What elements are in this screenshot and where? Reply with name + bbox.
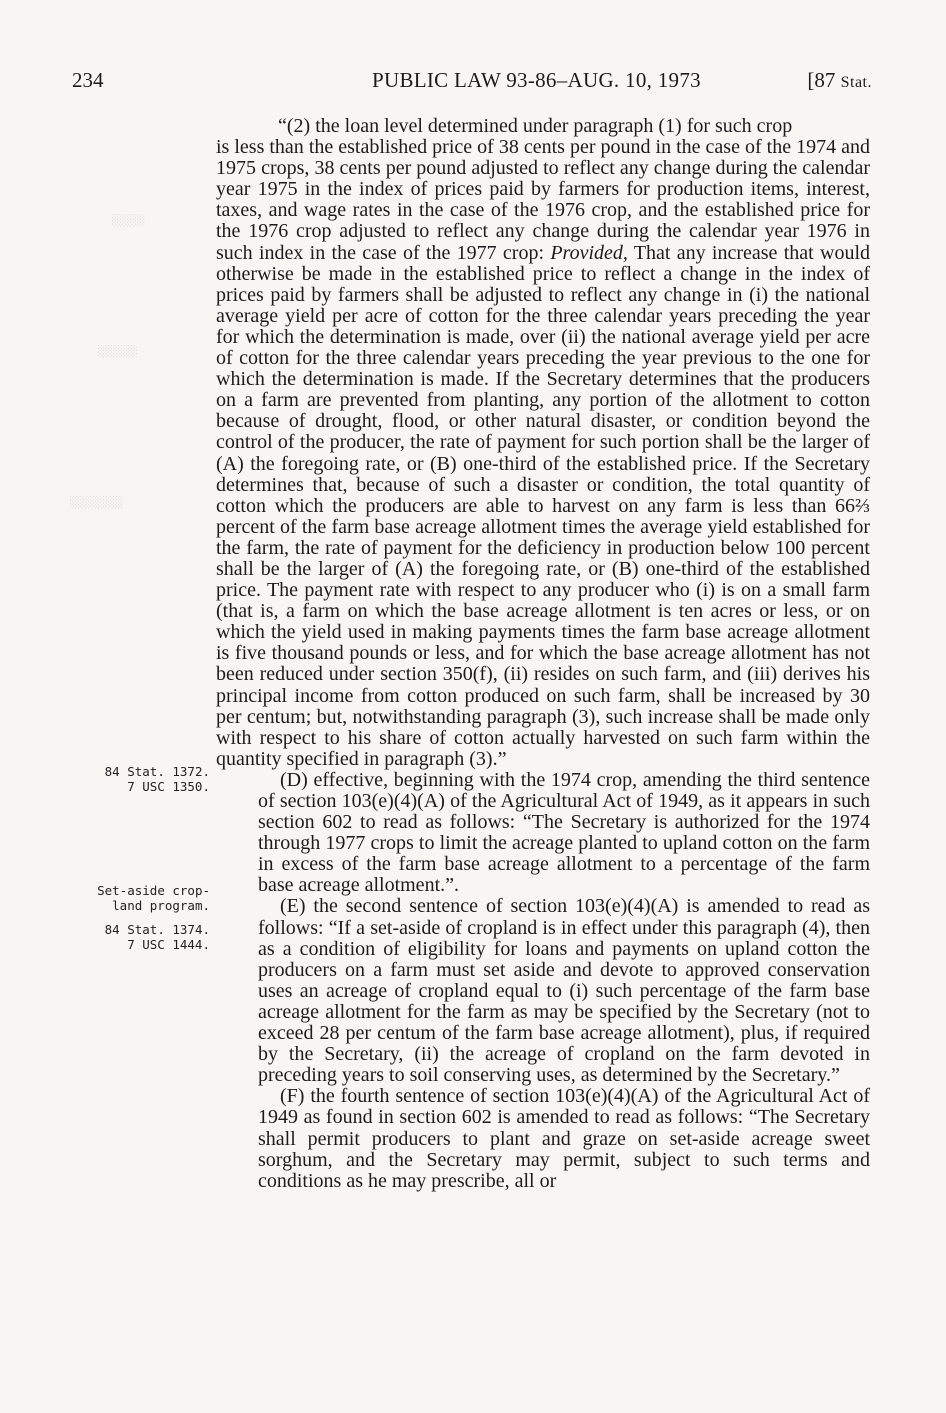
margin-note-stat-1374: 84 Stat. 1374. 7 USC 1444. — [104, 922, 210, 952]
paragraph-established-price: is less than the established price of 38 cents per pound in the case of the 1974 and 1975 crops, 38 cents per pound adjusted to reflect any change during the calendar year 1975 in the index of prices paid by farmers for production items, interest, taxes, and wage rates in the case of the 1976 crop, and the established price for the 1976 crop adjusted to reflect any change during the calendar year 1976 in such index in the case of the 1977 crop: Provided, That any increase that would otherwise be made in the established price to reflect a change in the index of prices paid by farmers shall be adjusted to reflect any change in (i) the national average yield per acre of cotton for the three calendar years preceding the year for which the determination is made, over (ii) the national average yield per acre of cotton for the three calendar years preceding the year previous to the one for which the determination is made. If the Secretary determines that the producers on a farm are prevented from planting, any portion of the allotment to cotton because of drought, flood, or other natural disaster, or condition beyond the control of the producer, the rate of payment for such portion shall be the larger of (A) the foregoing rate, or (B) one-third of the established price. If the Secretary determines that, because of such a disaster or condition, the total quantity of cotton which the producers are able to harvest on any farm is less than 66⅔ percent of the farm base acreage allotment times the average yield established for the farm, the rate of payment for the deficiency in production below 100 percent shall be the larger of (A) the foregoing rate, or (B) one-third of the established price. The payment rate with respect to any producer who (i) is on a small farm (that is, a farm on which the base acreage allotment is ten acres or less, or on which the yield used in making payments times the farm base acreage allotment is five thousand pounds or less, and for which the base acreage allotment has not been reduced under section 350(f), (ii) resides on such farm, and (iii) derives his principal income from cotton produced on such farm, shall be increased by 30 per centum; but, notwithstanding paragraph (3), such increase shall be made only with respect to his share of cotton actually harvested on such farm within the quantity specified in paragraph (3).” — [216, 136, 871, 770]
margin-note-set-aside: Set-aside crop- land program. — [97, 883, 210, 913]
statute-prefix: [87 — [807, 68, 841, 92]
paragraph-D: (D) effective, beginning with the 1974 crop, amending the third sentence of section 103(e)(4)(A) of the Agricultural Act of 1949, as it appears in such section 602 to read as follows: “The Secretary is authorized for the 1974 through 1977 crops to limit the acreage planted to upland cotton on the farm in excess of the farm base acreage allotment to a percentage of the farm base acreage allotment.”. — [258, 768, 870, 897]
paragraph-E: (E) the second sentence of section 103(e)(4)(A) is amended to read as follows: “If a set-aside of cropland is in effect under this paragraph (4), then as a condition of eligibility for loans and payments on upland cotton the producers on a farm must set aside and devote to approved conservation uses an acreage of cropland equal to (i) such percentage of the farm base acreage allotment for the farm as may be specified by the Secretary (not to exceed 28 per centum of the farm base acreage allotment), plus, if required by the Secretary, (ii) the acreage of cropland on the farm devoted in preceding years to soil conserving uses, as determined by the Secretary.” — [258, 895, 870, 1087]
statute-suffix: Stat. — [840, 74, 872, 91]
running-title: PUBLIC LAW 93-86–AUG. 10, 1973 — [372, 68, 701, 92]
provided-italic: Provided, — [550, 241, 628, 264]
page-number: 234 — [72, 68, 104, 92]
bleed-through-mark: ░░░░░░ — [98, 345, 138, 358]
bleed-through-mark: ░░░░░ — [112, 214, 146, 227]
statute-reference — [807, 68, 872, 93]
paragraph-2-loan-level: “(2) the loan level determined under paragraph (1) for such crop — [278, 115, 793, 137]
paragraph-F: (F) the fourth sentence of section 103(e)(4)(A) of the Agricultural Act of 1949 as found in section 602 is amended to read as follows: “The Secretary shall permit producers to plant and graze on set-aside acreage sweet sorghum, and the Secretary may permit, subject to such terms and conditions as he may prescribe, all or — [258, 1085, 870, 1192]
bleed-through-mark: ░░░░░░░░ — [70, 496, 123, 509]
body-text — [216, 116, 870, 1192]
page-header — [72, 68, 872, 96]
margin-note-stat-1372: 84 Stat. 1372. 7 USC 1350. — [104, 764, 210, 794]
